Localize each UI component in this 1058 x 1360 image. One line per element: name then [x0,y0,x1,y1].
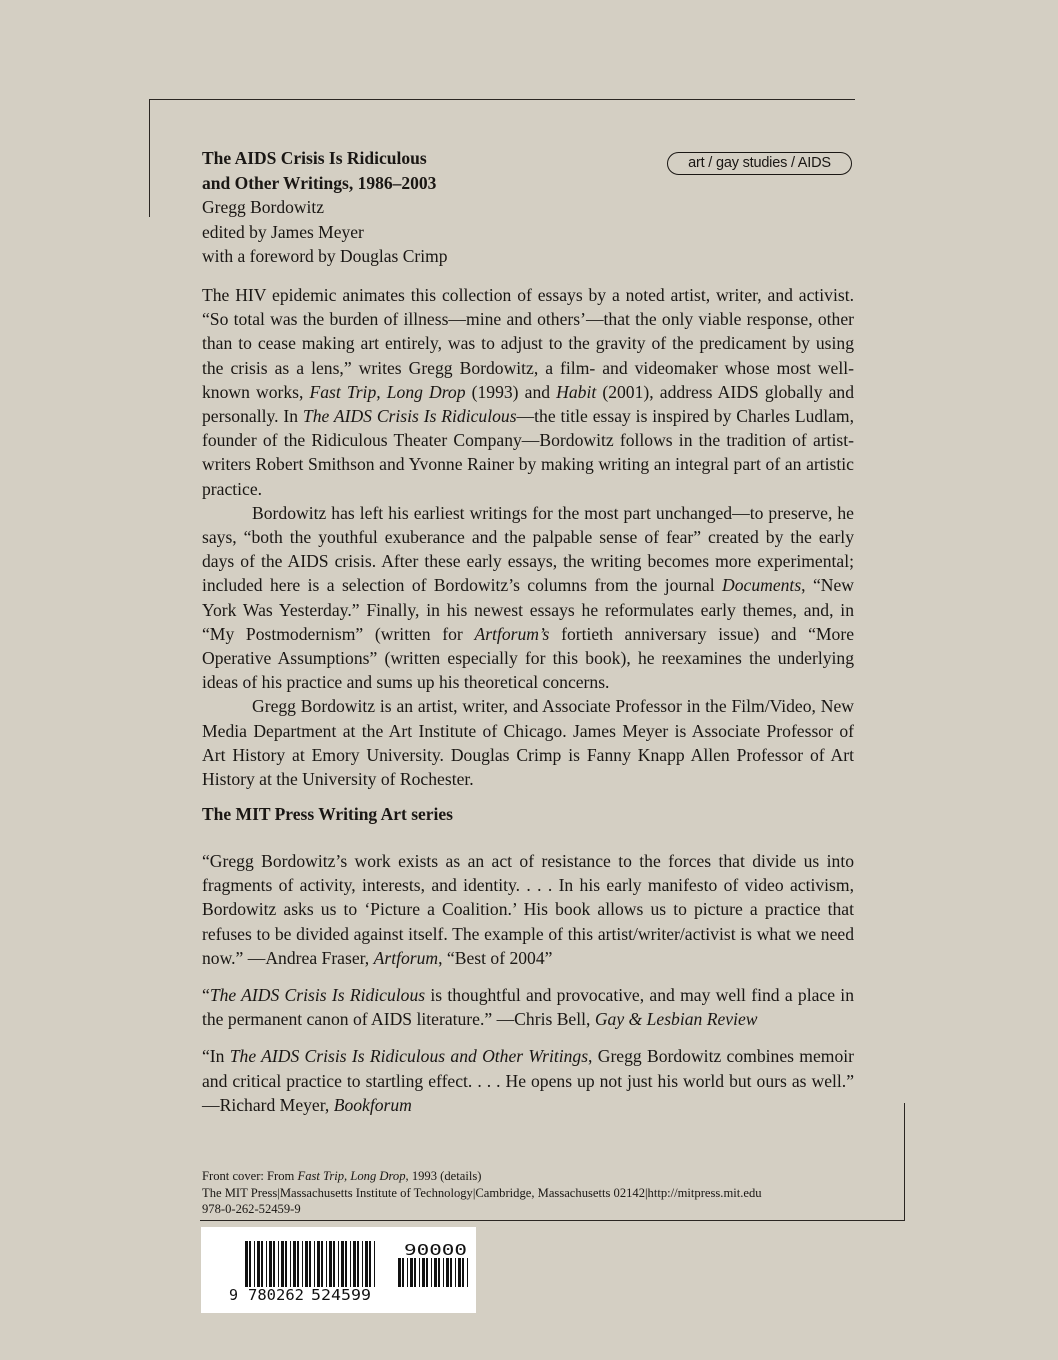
barcode-bar [431,1258,432,1287]
barcode-bar [350,1241,351,1287]
subject-tag: art / gay studies / AIDS [667,152,852,175]
publisher-line: The MIT Press|Massachusetts Institute of Technology|Cambridge, Massachusetts 02142|http://mitpress.mit.edu [202,1185,762,1200]
barcode-bar [402,1258,404,1287]
praise-quotes [202,849,854,1130]
book-title-line1: The AIDS Crisis Is Ridiculous [202,148,427,168]
barcode-bar [254,1241,255,1287]
barcode-bar [305,1241,308,1287]
barcode-bar [407,1258,408,1287]
barcode-graphic [201,1227,476,1313]
barcode-bar [314,1241,315,1287]
barcode-bar [410,1258,413,1287]
barcode-bar [285,1241,287,1287]
barcode-left-digits: 780262 [248,1286,304,1304]
barcode-bar [458,1258,461,1287]
barcode-bar [273,1241,275,1287]
barcode-bar [290,1241,291,1287]
barcode-bar [419,1258,420,1287]
main-barcode-bars [245,1241,375,1287]
right-rule [904,1103,905,1221]
barcode-bar [374,1241,375,1287]
barcode-bar [281,1241,284,1287]
barcode-price-code: 90000 [404,1241,467,1259]
barcode-bar [398,1258,401,1287]
barcode-bar [362,1241,363,1287]
barcode-bar [462,1258,464,1287]
barcode-bar [269,1241,272,1287]
barcode-bar [326,1241,327,1287]
barcode-bar [443,1258,444,1287]
barcode-bar [341,1241,344,1287]
description-paragraph-3: Gregg Bordowitz is an artist, writer, and Associate Professor in the Film/Video, New Media Department at the Art Institute of Chicago. James Meyer is Associate Professor of Art History at Emory University. Douglas Crimp is Fanny Knapp Allen Professor of Art History at the University of Rochester. [202,696,854,790]
barcode-bar [293,1241,296,1287]
barcode-bar [249,1241,251,1287]
barcode-prefix-digit: 9 [229,1286,239,1304]
barcode-bar [467,1258,468,1287]
barcode-bar [338,1241,339,1287]
book-author: Gregg Bordowitz [202,197,324,218]
description-paragraph-1: The HIV epidemic animates this collection of essays by a noted artist, writer, and activist. “So total was the burden of illness—mine and others’—that the only viable response, other than to cease making art entirely, was to adjust to the gravity of the predicament by using the crisis as a lens,” writes Gregg Bordowitz, a film- and videomaker whose most well-known works, Fast Trip, Long Drop (1993) and Habit (2001), address AIDS globally and personally. In The AIDS Crisis Is Ridiculous—the title essay is inspired by Charles Ludlam, founder of the Ridiculous Theater Company—Bordowitz follows in the tradition of artist-writers Robert Smithson and Yvonne Rainer by making writing an integral part of an artistic practice. [202,285,854,499]
barcode-bar [257,1241,260,1287]
quote-fraser: “Gregg Bordowitz’s work exists as an act of resistance to the forces that divide us into fragments of activity, interests, and identity. . . . In his early manifesto of video activism, Bordowitz asks us to ‘Picture a Coalition.’ His book allows us to picture a practice that refuses to be divided against itself. The example of this artist/writer/activist is what we need now.” —Andrea Fraser, Artforum, “Best of 2004” [202,851,854,968]
barcode-bar [309,1241,311,1287]
barcode-bar [438,1258,440,1287]
series-name: The MIT Press Writing Art series [202,804,453,824]
bottom-rule [200,1220,905,1221]
barcode-bar [357,1241,359,1287]
isbn: 978-0-262-52459-9 [202,1202,301,1216]
barcode [201,1227,476,1313]
cover-credit: Front cover: From Fast Trip, Long Drop, 1993 (details) [202,1169,482,1183]
barcode-bar [455,1258,456,1287]
quote-meyer: “In The AIDS Crisis Is Ridiculous and Other Writings, Gregg Bordowitz combines memoir and critical practice to startling effect. . . . He opens up not just his world but ours as well.” —Richard Meyer, Bookforum [202,1046,854,1115]
barcode-bar [333,1241,335,1287]
barcode-bar [266,1241,267,1287]
barcode-bar [245,1241,248,1287]
barcode-bar [329,1241,332,1287]
description [202,283,854,791]
top-rule [149,99,855,100]
quote-bell: “The AIDS Crisis Is Ridiculous is thoughtful and provocative, and may well find a place in the permanent canon of AIDS literature.” —Chris Bell, Gay & Lesbian Review [202,985,854,1030]
barcode-bar [278,1241,279,1287]
book-foreword: with a foreword by Douglas Crimp [202,246,448,267]
book-editor: edited by James Meyer [202,221,364,242]
barcode-bar [302,1241,303,1287]
barcode-bar [426,1258,428,1287]
book-header [202,146,447,269]
barcode-bar [321,1241,323,1287]
barcode-bar [450,1258,452,1287]
barcode-bar [446,1258,449,1287]
barcode-bar [369,1241,371,1287]
barcode-bar [414,1258,416,1287]
barcode-right-digits: 524599 [311,1286,371,1304]
barcode-bar [317,1241,320,1287]
barcode-bar [422,1258,425,1287]
barcode-bar [261,1241,263,1287]
left-rule [149,99,150,217]
barcode-bar [365,1241,368,1287]
barcode-bar [434,1258,437,1287]
credits [202,1168,762,1218]
barcode-bar [353,1241,356,1287]
description-paragraph-2: Bordowitz has left his earliest writings for the most part unchanged—to preserve, he says, “both the youthful exuberance and the palpable sense of fear” created by the early days of the AIDS crisis. After these early essays, the writing becomes more experimental; included here is a selection of Bordowitz’s columns from the journal Documents, “New York Was Yesterday.” Finally, in his newest essays he reformulates early themes, and, in “My Postmodernism” (written for Artforum’s fortieth anniversary issue) and “More Operative Assumptions” (written especially for this book), he reexamines the underlying ideas of his practice and sums up his theoretical concerns. [202,502,854,693]
price-addon-bars [398,1258,468,1287]
barcode-bar [345,1241,347,1287]
book-title-line2: and Other Writings, 1986–2003 [202,172,437,193]
barcode-bar [297,1241,299,1287]
